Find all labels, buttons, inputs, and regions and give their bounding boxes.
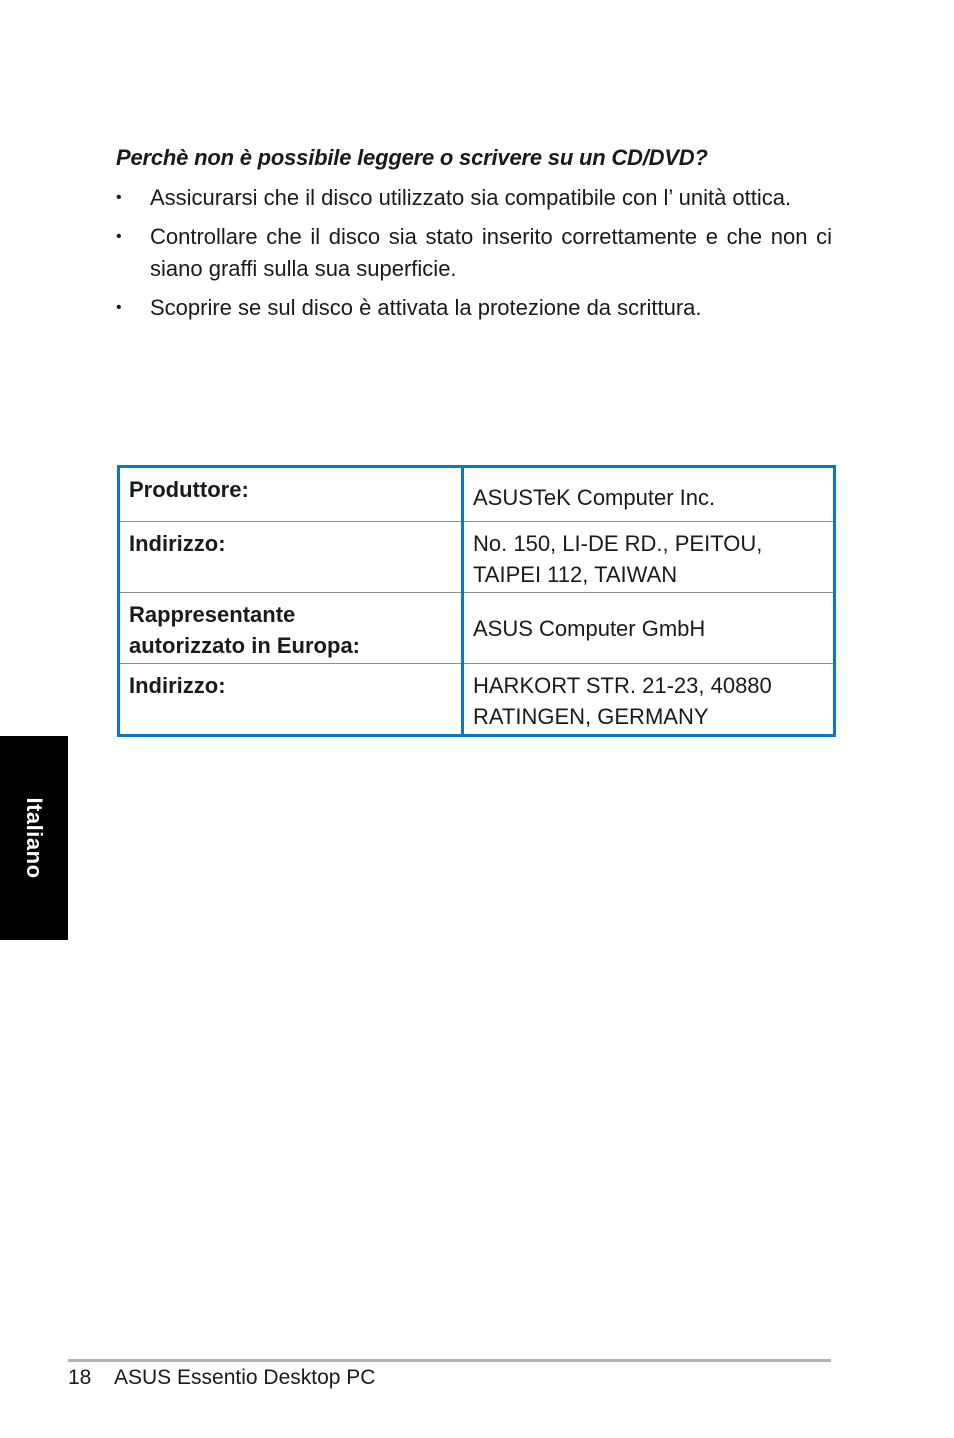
bullet-icon: • xyxy=(116,299,122,316)
page-footer xyxy=(68,1366,375,1390)
table-value-line: ASUS Computer GmbH xyxy=(473,616,706,641)
table-label-address: Indirizzo: xyxy=(119,522,463,593)
table-value-address xyxy=(463,522,835,593)
page-number: 18 xyxy=(68,1366,92,1389)
bullet-list xyxy=(116,182,832,331)
table-value-manufacturer xyxy=(463,467,835,522)
table-value-eu-representative xyxy=(463,593,835,664)
manufacturer-info-table xyxy=(117,465,836,737)
table-label-manufacturer: Produttore: xyxy=(119,467,463,522)
bullet-text: Controllare che il disco sia stato inserito correttamente e che non ci siano graffi sulla sua superficie. xyxy=(150,224,832,281)
table-label-line: autorizzato in Europa: xyxy=(129,633,360,658)
table-value-line: No. 150, LI-DE RD., PEITOU, xyxy=(473,531,763,556)
bullet-item xyxy=(116,292,832,324)
footer-divider xyxy=(68,1359,831,1362)
language-tab-label: Italiano xyxy=(22,797,47,879)
table-value-line: HARKORT STR. 21-23, 40880 xyxy=(473,673,772,698)
table-row-address xyxy=(119,522,835,593)
table-row-eu-address xyxy=(119,664,835,736)
table-label-eu-representative xyxy=(119,593,463,664)
table-value-eu-address xyxy=(463,664,835,736)
table-label-line: Rappresentante xyxy=(129,602,296,627)
table-row-eu-representative xyxy=(119,593,835,664)
bullet-item xyxy=(116,182,832,214)
bullet-item xyxy=(116,221,832,285)
bullet-text: Assicurarsi che il disco utilizzato sia compatibile con l’ unità ottica. xyxy=(150,185,792,210)
table-row-manufacturer xyxy=(119,467,835,522)
table-value-line: ASUSTeK Computer Inc. xyxy=(473,485,716,510)
table-value-line: TAIPEI 112, TAIWAN xyxy=(473,562,678,587)
bullet-icon: • xyxy=(116,189,122,206)
language-side-tab xyxy=(0,736,68,940)
question-heading: Perchè non è possibile leggere o scrivere su un CD/DVD? xyxy=(116,145,708,170)
bullet-icon: • xyxy=(116,228,122,245)
table-value-line: RATINGEN, GERMANY xyxy=(473,704,709,729)
bullet-text: Scoprire se sul disco è attivata la protezione da scrittura. xyxy=(150,295,702,320)
table-label-eu-address: Indirizzo: xyxy=(119,664,463,736)
footer-title: ASUS Essentio Desktop PC xyxy=(114,1366,376,1389)
